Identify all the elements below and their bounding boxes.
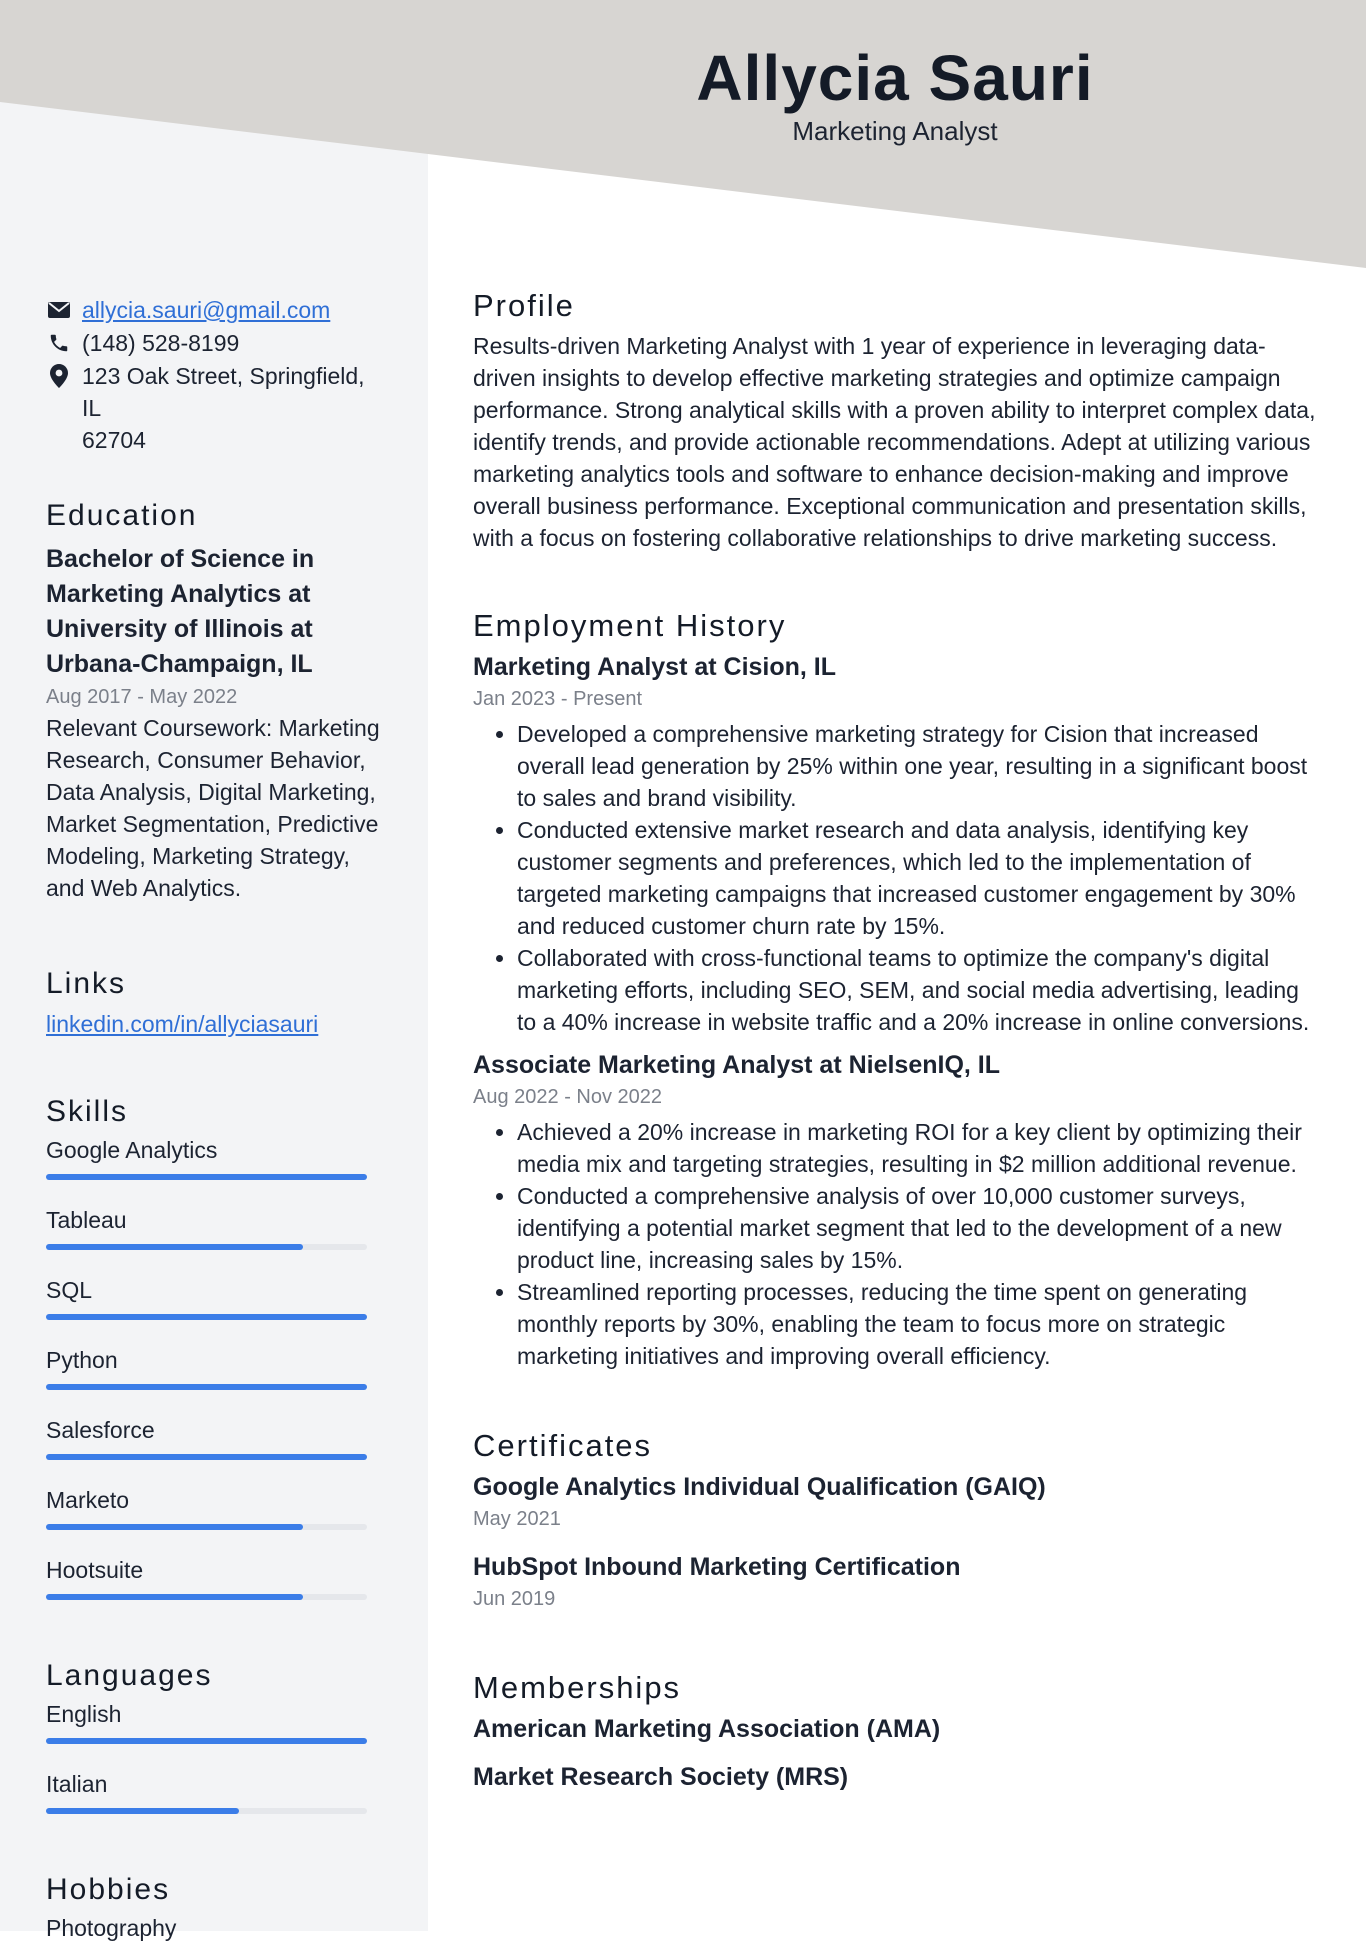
address-line-1: 123 Oak Street, Springfield, IL [82,363,365,421]
skill-name: Marketo [46,1487,130,1513]
language-item [46,1768,386,1814]
level-bar [46,1594,367,1600]
candidate-role: Marketing Analyst [792,116,998,146]
skill-item [46,1484,386,1530]
skill-name: Hootsuite [46,1557,144,1583]
profile-text: Results-driven Marketing Analyst with 1 year of experience in leveraging data-driven insights to develop effective marketing strategies and optimize campaign performance. Strong analytical skills with a proven ability to interpret complex data, identify trends, and provide actionable recommendations. Adept at utilizing various marketing analytics tools and software to enhance decision-making and improve overall business performance. Exceptional communication and presentation skills, with a focus on fostering collaborative relationships to drive marketing success. [473,333,1316,551]
skills-title: Skills [46,1095,129,1128]
contact-email [46,294,386,326]
address-line-2: 62704 [82,427,146,453]
membership-item: American Marketing Association (AMA) [473,1715,941,1743]
job-bullet: • Developed a comprehensive marketing strategy for Cision that increased overall lead generation by 25% within one year, resulting in a significant boost to sales and brand visibility. [517,718,1321,814]
skill-name: SQL [46,1277,93,1303]
skill-name: Google Analytics [46,1137,218,1163]
certificate-entry [473,1470,1321,1534]
level-bar [46,1384,367,1390]
location-pin-icon [46,360,72,392]
certificate-date: May 2021 [473,1508,561,1530]
memberships-section [473,1666,1321,1794]
education-title: Education [46,499,198,532]
languages-section [46,1656,386,1814]
education-degree: Bachelor of Science in Marketing Analytics at University of Illinois at Urbana-Champaign, IL [46,545,315,678]
skill-name: Salesforce [46,1417,155,1443]
address [82,360,386,456]
level-bar-fill [46,1244,303,1250]
level-bar [46,1738,367,1744]
skill-item [46,1344,386,1390]
links-title: Links [46,967,127,1000]
language-name: Italian [46,1771,108,1797]
level-bar-fill [46,1524,303,1530]
skill-name: Tableau [46,1207,127,1233]
level-bar-fill [46,1384,367,1390]
linkedin-link[interactable]: linkedin.com/in/allyciasauri [46,1011,319,1037]
skill-item [46,1274,386,1320]
education-coursework: Relevant Coursework: Marketing Research, Consumer Behavior, Data Analysis, Digital Marketing, Market Segmentation, Predictive Modeling, Marketing Strategy, and Web Analytics. [46,715,380,901]
links-section [46,964,386,1040]
job-bullet: • Collaborated with cross-functional teams to optimize the company's digital marketing efforts, including SEO, SEM, and social media advertising, leading to a 40% increase in website traffic and a 20% increase in online conversions. [517,942,1321,1038]
languages-title: Languages [46,1659,213,1692]
job-title: Associate Marketing Analyst at NielsenIQ, IL [473,1051,1001,1079]
level-bar-fill [46,1314,367,1320]
skill-item [46,1554,386,1600]
education-section [46,496,386,904]
skill-item [46,1134,386,1180]
level-bar-fill [46,1174,367,1180]
job-bullets [473,718,1321,1038]
skill-item [46,1204,386,1250]
contact-phone [46,327,386,359]
level-bar [46,1244,367,1250]
level-bar-fill [46,1738,367,1744]
level-bar-fill [46,1454,367,1460]
education-dates: Aug 2017 - May 2022 [46,686,238,708]
certificate-name: HubSpot Inbound Marketing Certification [473,1553,961,1581]
job-dates: Aug 2022 - Nov 2022 [473,1086,663,1108]
level-bar [46,1524,367,1530]
level-bar [46,1174,367,1180]
memberships-list [473,1712,1321,1794]
job-dates: Jan 2023 - Present [473,688,642,710]
sidebar [46,294,386,1944]
hobby-item: Photography [46,1915,177,1941]
level-bar [46,1808,367,1814]
memberships-title: Memberships [473,1670,682,1705]
employment-section [473,604,1321,1372]
level-bar [46,1314,367,1320]
job-bullet: • Conducted a comprehensive analysis of over 10,000 customer surveys, identifying a potential market segment that led to the development of a new product line, increasing sales by 15%. [517,1180,1321,1276]
certificate-name: Google Analytics Individual Qualification (GAIQ) [473,1473,1046,1501]
phone-number: (148) 528-8199 [82,330,240,356]
certificates-title: Certificates [473,1428,653,1463]
level-bar-fill [46,1594,303,1600]
hobbies-section [46,1870,386,1944]
candidate-name: Allycia Sauri [696,42,1094,114]
envelope-icon [46,294,72,326]
language-name: English [46,1701,122,1727]
certificate-entry [473,1550,1321,1614]
hobbies-title: Hobbies [46,1873,171,1906]
job-title: Marketing Analyst at Cision, IL [473,653,837,681]
certificate-date: Jun 2019 [473,1588,556,1610]
profile-section [473,284,1321,554]
job-entry [473,1048,1321,1372]
profile-title: Profile [473,288,575,323]
membership-item: Market Research Society (MRS) [473,1763,849,1791]
skill-name: Python [46,1347,118,1373]
employment-title: Employment History [473,608,787,643]
email-link[interactable]: allycia.sauri@gmail.com [82,297,331,323]
language-item [46,1698,386,1744]
languages-list [46,1698,386,1814]
level-bar [46,1454,367,1460]
skills-section [46,1092,386,1600]
certificates-list [473,1470,1321,1614]
job-bullet: • Achieved a 20% increase in marketing ROI for a key client by optimizing their media mix and targeting strategies, resulting in $2 million additional revenue. [517,1116,1321,1180]
contact-address [46,360,386,456]
job-bullets [473,1116,1321,1372]
certificates-section [473,1424,1321,1614]
skill-item [46,1414,386,1460]
job-bullet: • Conducted extensive market research and data analysis, identifying key customer segments and preferences, which led to the implementation of targeted marketing campaigns that increased customer engagement by 30% and reduced customer churn rate by 15%. [517,814,1321,942]
job-entry [473,650,1321,1038]
jobs-list [473,650,1321,1372]
contact-block [46,294,386,456]
level-bar-fill [46,1808,239,1814]
job-bullet: • Streamlined reporting processes, reducing the time spent on generating monthly reports by 30%, enabling the team to focus more on strategic marketing initiatives and improving overall efficiency. [517,1276,1321,1372]
resume-header [640,38,1150,148]
phone-icon [46,327,72,359]
main-content [473,284,1321,1794]
skills-list [46,1134,386,1600]
